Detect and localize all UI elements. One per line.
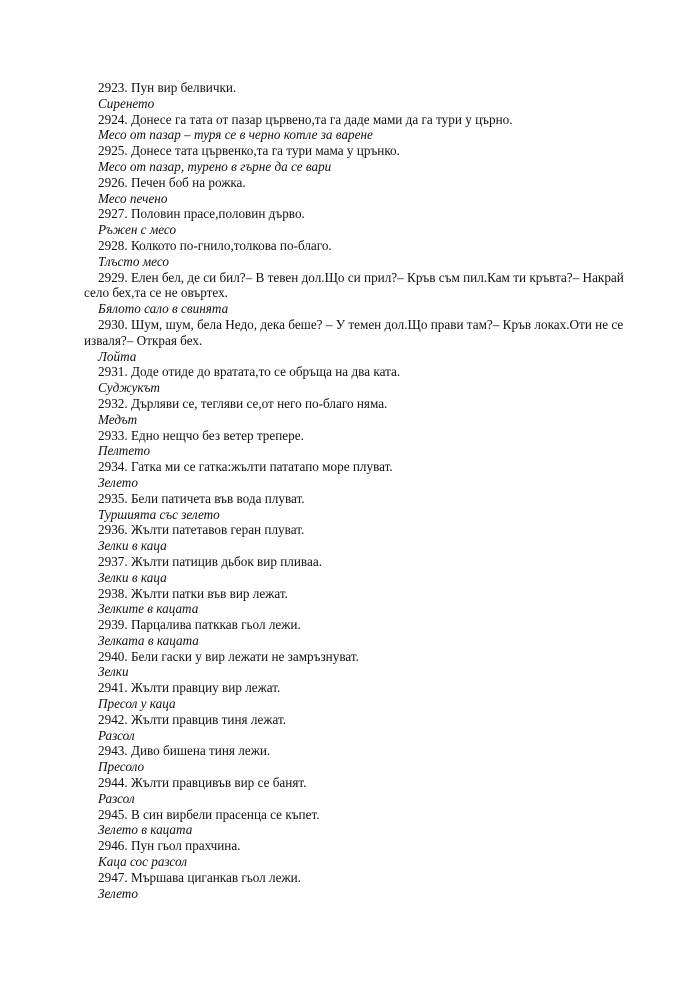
riddle-answer: Зелката в кацата — [98, 632, 199, 648]
riddle-answer: Пресоло — [98, 759, 145, 775]
riddle-entry — [84, 428, 624, 460]
riddle-entry — [84, 807, 624, 839]
riddle-answer: Месо от пазар, турено в гърне да се вари — [98, 158, 332, 174]
riddle-answer: Бялото сало в свинята — [98, 301, 229, 317]
riddle-entry — [84, 554, 624, 586]
riddle-text: 2942. Жълти правцив тиня лежат. — [98, 711, 287, 727]
riddle-text: 2928. Колкото по-гнило,толкова по-благо. — [98, 237, 332, 253]
riddle-answer: Пелтето — [98, 443, 151, 459]
riddle-entry — [84, 270, 624, 317]
riddle-entry — [84, 112, 624, 144]
riddle-answer: Зелки в каца — [98, 538, 167, 554]
riddle-text: 2937. Жълти патицив дьбок вир пливаа. — [98, 553, 322, 569]
riddle-answer: Тлъсто месо — [98, 253, 169, 269]
riddle-answer: Зелето — [98, 885, 138, 901]
riddle-text: 2946. Пун гьол прахчина. — [98, 838, 241, 854]
riddle-text: 2935. Бели патичета във вода плуват. — [98, 490, 305, 506]
riddle-entry — [84, 617, 624, 649]
riddle-text: 2940. Бели гаски у вир лежати не замръзнуват. — [98, 648, 359, 664]
riddle-entry — [84, 775, 624, 807]
riddle-text: 2944. Жълти правцивъв вир се банят. — [98, 775, 307, 791]
riddle-text: 2927. Половин прасе,половин дърво. — [98, 206, 305, 222]
riddle-list — [84, 80, 624, 901]
riddle-text: 2924. Донесе га тата от пазар цървено,та га даде мами да га тури у църно. — [98, 111, 513, 127]
riddle-text: 2938. Жълти патки във вир лежат. — [98, 585, 288, 601]
riddle-text: 2923. Пун вир белвички. — [98, 80, 237, 95]
riddle-text: 2941. Жълти правциу вир лежат. — [98, 680, 281, 696]
riddle-text: 2934. Гатка ми се гатка:жълти пататапо море плуват. — [98, 459, 393, 475]
riddle-text: 2939. Парцалива патккав гьол лежи. — [98, 617, 301, 633]
riddle-answer: Месо от пазар – туря се в черно котле за варене — [98, 127, 373, 143]
riddle-entry — [84, 206, 624, 238]
riddle-entry — [84, 838, 624, 870]
riddle-answer: Туршията със зелето — [98, 506, 220, 522]
riddle-text: 2930. Шум, шум, бела Недо, дека беше? – У темен дол.Що прави там?– Кръв локах.Оти не се изваля?– Открая бех. — [84, 316, 624, 348]
riddle-answer: Суджукът — [98, 380, 160, 396]
riddle-entry — [84, 364, 624, 396]
riddle-text: 2947. Мършава циганкав гьол лежи. — [98, 869, 301, 885]
riddle-text: 2933. Едно нещчо без ветер трепере. — [98, 427, 304, 443]
riddle-answer: Зелки в каца — [98, 569, 167, 585]
riddle-entry — [84, 80, 624, 112]
riddle-answer: Разсол — [98, 790, 135, 806]
riddle-answer: Зелките в кацата — [98, 601, 199, 617]
riddle-answer: Зелки — [98, 664, 129, 680]
riddle-entry — [84, 491, 624, 523]
riddle-entry — [84, 522, 624, 554]
riddle-text: 2925. Донесе тата цървенко,та га тури мама у црънко. — [98, 143, 400, 159]
riddle-answer: Ръжен с месо — [98, 222, 177, 238]
riddle-text: 2945. В син вирбели прасенца се къпет. — [98, 806, 320, 822]
riddle-answer: Месо печено — [98, 190, 168, 206]
riddle-answer: Каца сос разсол — [98, 854, 187, 870]
riddle-answer: Зелето в кацата — [98, 822, 193, 838]
riddle-entry — [84, 317, 624, 364]
riddle-answer: Разсол — [98, 727, 135, 743]
riddle-text: 2926. Печен боб на рожка. — [98, 174, 246, 190]
riddle-entry — [84, 238, 624, 270]
riddle-entry — [84, 870, 624, 902]
riddle-entry — [84, 743, 624, 775]
riddle-entry — [84, 586, 624, 618]
riddle-text: 2932. Дърляви се, тегляви се,от него по-благо няма. — [98, 395, 388, 411]
riddle-answer: Медът — [98, 411, 138, 427]
riddle-entry — [84, 680, 624, 712]
riddle-entry — [84, 712, 624, 744]
riddle-entry — [84, 143, 624, 175]
riddle-text: 2929. Елен бел, де си бил?– В тевен дол.Що си прил?– Кръв съм пил.Кам ти кръвта?– Накрай село бех,та се не овъртех. — [84, 269, 624, 301]
riddle-text: 2943. Диво бишена тиня лежи. — [98, 743, 271, 759]
riddle-text: 2936. Жълти патетавов геран плуват. — [98, 522, 305, 538]
riddle-answer: Пресол у каца — [98, 696, 176, 712]
riddle-answer: Зелето — [98, 474, 138, 490]
riddle-entry — [84, 396, 624, 428]
riddle-entry — [84, 649, 624, 681]
riddle-entry — [84, 175, 624, 207]
riddle-text: 2931. Доде отиде до вратата,то се обръща на два ката. — [98, 364, 401, 380]
riddle-entry — [84, 459, 624, 491]
riddle-answer: Сиренето — [98, 95, 155, 111]
riddle-answer: Лойта — [98, 348, 137, 364]
